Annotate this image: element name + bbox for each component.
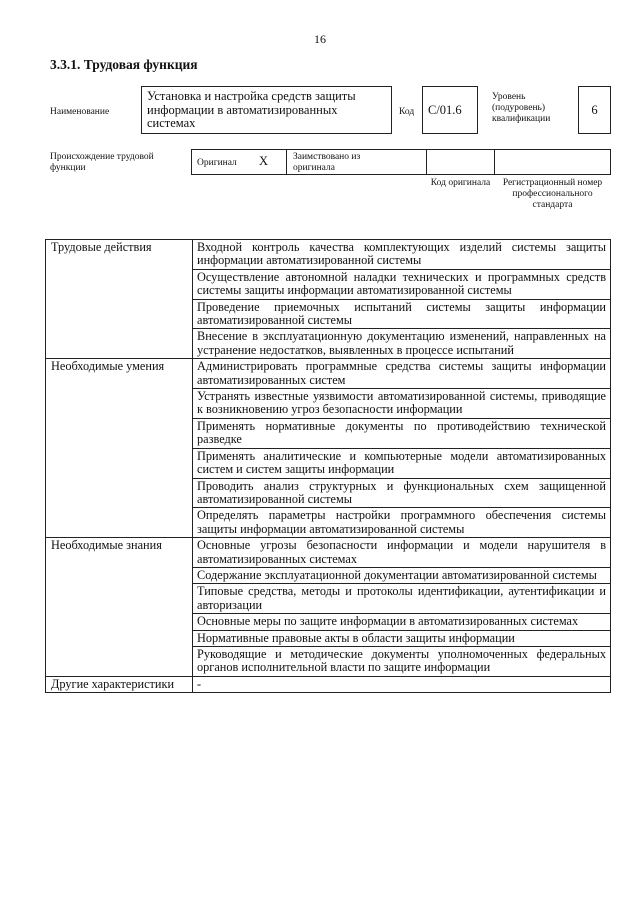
category-cell: Трудовые действия xyxy=(46,240,193,359)
item-cell: Администрировать программные средства системы защиты информации автоматизированных систем xyxy=(193,359,611,389)
code-value: C/01.6 xyxy=(428,103,462,117)
level-box xyxy=(578,86,611,134)
original-label: Оригинал xyxy=(197,158,237,168)
item-cell: Внесение в эксплуатационную документацию изменений, направленных на устранение недостатков, выявленных в процессе испытаний xyxy=(193,329,611,359)
original-mark: X xyxy=(259,154,269,168)
item-cell: - xyxy=(193,676,611,692)
original-code-caption: Код оригинала xyxy=(430,178,491,188)
borrowed-label: Заимствовано из оригинала xyxy=(293,152,361,173)
item-cell: Основные меры по защите информации в автоматизированных системах xyxy=(193,614,611,630)
table-row xyxy=(46,538,611,568)
competency-table xyxy=(45,239,611,693)
item-cell: Устранять известные уязвимости автоматизированной системы, приводящие к возникновению угроз безопасности информации xyxy=(193,389,611,419)
item-cell: Входной контроль качества комплектующих изделий системы защиты информации автоматизированной системы xyxy=(193,240,611,270)
item-cell: Основные угрозы безопасности информации и модели нарушителя в автоматизированных системах xyxy=(193,538,611,568)
reg-number-caption: Регистрационный номер профессионального стандарта xyxy=(502,178,603,210)
item-cell: Проведение приемочных испытаний системы защиты информации автоматизированной системы xyxy=(193,299,611,329)
item-cell: Руководящие и методические документы уполномоченных федеральных органов исполнительной власти по защите информации xyxy=(193,646,611,676)
category-cell: Необходимые умения xyxy=(46,359,193,538)
page-number: 16 xyxy=(314,32,326,46)
code-box xyxy=(422,86,478,134)
table-row xyxy=(46,676,611,692)
item-cell: Применять аналитические и компьютерные модели автоматизированных систем и систем защиты информации xyxy=(193,448,611,478)
table-row xyxy=(46,359,611,389)
category-cell: Необходимые знания xyxy=(46,538,193,677)
item-cell: Содержание эксплуатационной документации автоматизированной системы xyxy=(193,567,611,583)
level-label: Уровень (подуровень) квалификации xyxy=(492,92,551,124)
item-cell: Проводить анализ структурных и функциональных схем защищенной автоматизированной системы xyxy=(193,478,611,508)
original-box xyxy=(191,149,287,175)
item-cell: Типовые средства, методы и протоколы идентификации, аутентификации и авторизации xyxy=(193,584,611,614)
origin-label: Происхождение трудовой функции xyxy=(50,152,154,173)
level-value: 6 xyxy=(591,103,598,117)
name-label: Наименование xyxy=(50,107,110,117)
item-cell: Осуществление автономной наладки технических и программных средств системы защиты информации автоматизированной системы xyxy=(193,269,611,299)
item-cell: Нормативные правовые акты в области защиты информации xyxy=(193,630,611,646)
borrowed-box xyxy=(286,149,427,175)
item-cell: Применять нормативные документы по противодействию технической разведке xyxy=(193,418,611,448)
name-box xyxy=(141,86,392,134)
category-cell: Другие характеристики xyxy=(46,676,193,692)
original-code-box xyxy=(426,149,495,175)
function-name: Установка и настройка средств защиты информации в автоматизированных системах xyxy=(147,89,356,130)
code-label: Код xyxy=(399,107,415,117)
section-heading: 3.3.1. Трудовая функция xyxy=(50,57,198,72)
table-row xyxy=(46,240,611,270)
item-cell: Определять параметры настройки программного обеспечения системы защиты информации автоматизированной системы xyxy=(193,508,611,538)
reg-number-box xyxy=(494,149,611,175)
